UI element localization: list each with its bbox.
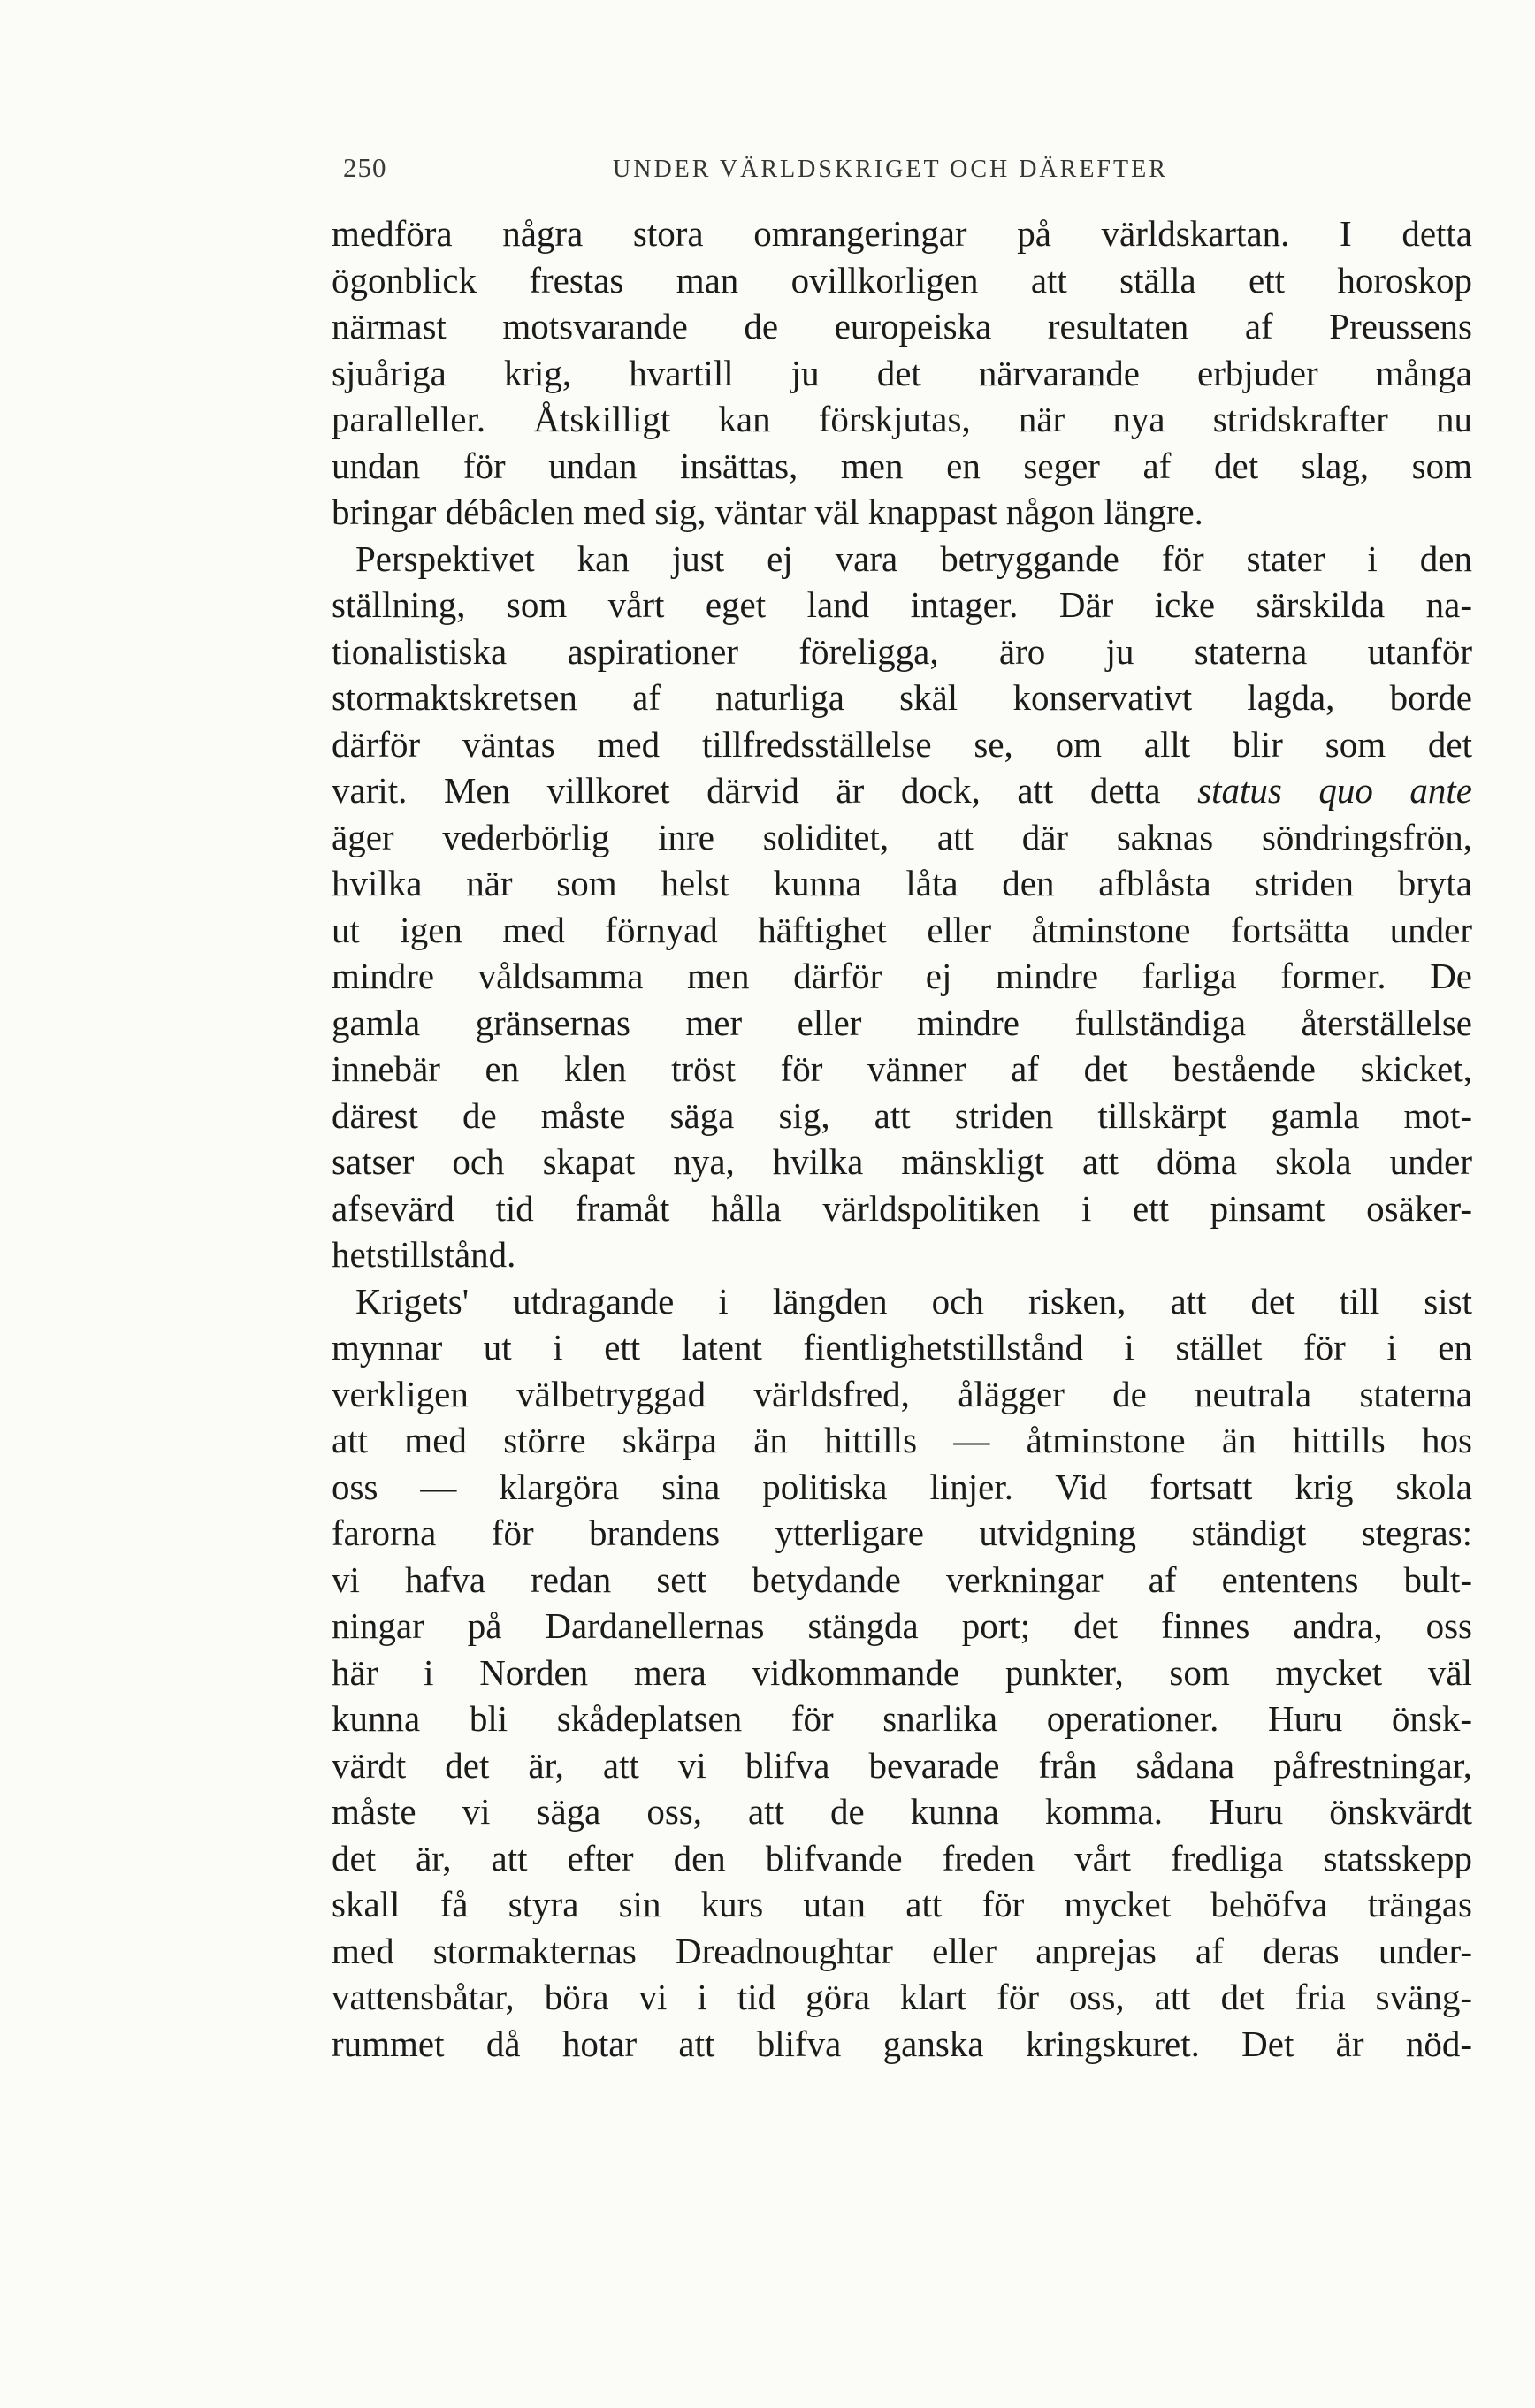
text-line: med stormakternas Dreadnoughtar eller anprejas af deras under- (332, 1930, 1472, 1971)
text-line: hvilka när som helst kunna låta den afblåsta striden bryta (332, 863, 1472, 903)
text-line: oss — klargöra sina politiska linjer. Vid fortsatt krig skola (332, 1466, 1472, 1507)
text-line: sjuåriga krig, hvartill ju det närvarande erbjuder många (332, 352, 1472, 393)
text-line: satser och skapat nya, hvilka mänskligt att döma skola under (332, 1141, 1472, 1182)
text-line: Perspektivet kan just ej vara betryggande för stater i den (355, 537, 1472, 579)
text-line: innebär en klen tröst för vänner af det bestående skicket, (332, 1048, 1472, 1089)
text-line: farorna för brandens ytterligare utvidgning ständigt stegras: (332, 1513, 1472, 1553)
text-line: därest de måste säga sig, att striden tillskärpt gamla mot- (332, 1094, 1472, 1136)
text-line: verkligen välbetryggad världsfred, ålägger de neutrala staterna (332, 1373, 1472, 1414)
text-line: ställning, som vårt eget land intager. Där icke särskilda na- (332, 584, 1472, 625)
text-line: här i Norden mera vidkommande punkter, som mycket väl (332, 1651, 1472, 1693)
text-line: ögonblick frestas man ovillkorligen att ställa ett horoskop (332, 259, 1472, 301)
text-line: måste vi säga oss, att de kunna komma. Huru önskvärdt (332, 1791, 1472, 1832)
text-line: det är, att efter den blifvande freden vårt fredliga statsskepp (332, 1837, 1472, 1878)
text-line: stormaktskretsen af naturliga skäl konservativt lagda, borde (332, 677, 1472, 718)
page-number: 250 (343, 152, 387, 183)
text-line: värdt det är, att vi blifva bevarade från sådana påfrestningar, (332, 1744, 1472, 1786)
text-line: skall få styra sin kurs utan att för mycket behöfva trängas (332, 1884, 1472, 1924)
text-line: att med större skärpa än hittills — åtminstone än hittills hos (332, 1420, 1472, 1460)
text-line: hetstillstånd. (332, 1234, 516, 1275)
text-line: paralleller. Åtskilligt kan förskjutas, när nya stridskrafter nu (332, 399, 1472, 439)
text-line: bringar débâclen med sig, väntar väl knappast någon längre. (332, 492, 1203, 532)
text-line: afsevärd tid framåt hålla världspolitiken i ett pinsamt osäker- (332, 1187, 1472, 1229)
text-line-segment: varit. Men villkoret därvid är dock, att detta (332, 770, 1161, 811)
text-line (332, 767, 1472, 814)
text-line: närmast motsvarande de europeiska resultaten af Preussens (332, 306, 1472, 347)
text-line: mynnar ut i ett latent fientlighetstillstånd i stället för i en (332, 1327, 1472, 1368)
text-line: medföra några stora omrangeringar på världskartan. I detta (332, 213, 1472, 254)
page-header (343, 152, 1484, 187)
text-line: vattensbåtar, böra vi i tid göra klart för oss, att det fria sväng- (332, 1977, 1472, 2017)
text-line: ut igen med förnyad häftighet eller åtminstone fortsätta under (332, 909, 1472, 950)
text-line: vi hafva redan sett betydande verkningar af ententens bult- (332, 1558, 1472, 1600)
body-text (332, 210, 1472, 2067)
text-line: undan för undan insättas, men en seger af det slag, som (332, 445, 1472, 486)
text-line: rummet då hotar att blifva ganska kringskuret. Det är nöd- (332, 2023, 1472, 2064)
italic-phrase: status quo ante (1197, 770, 1472, 811)
text-line: kunna bli skådeplatsen för snarlika operationer. Huru önsk- (332, 1698, 1472, 1739)
text-line: tionalistiska aspirationer föreligga, äro ju staterna utanför (332, 630, 1472, 672)
text-line: äger vederbörlig inre soliditet, att där saknas söndringsfrön, (332, 816, 1472, 857)
text-line: Krigets' utdragande i längden och risken, att det till sist (355, 1280, 1472, 1322)
text-line: gamla gränsernas mer eller mindre fullständiga återställelse (332, 1002, 1472, 1043)
text-line: därför väntas med tillfredsställelse se, om allt blir som det (332, 723, 1472, 765)
text-line: mindre våldsamma men därför ej mindre farliga former. De (332, 956, 1472, 996)
running-head: UNDER VÄRLDSKRIGET OCH DÄREFTER (613, 156, 1168, 183)
text-line: ningar på Dardanellernas stängda port; det finnes andra, oss (332, 1605, 1472, 1646)
